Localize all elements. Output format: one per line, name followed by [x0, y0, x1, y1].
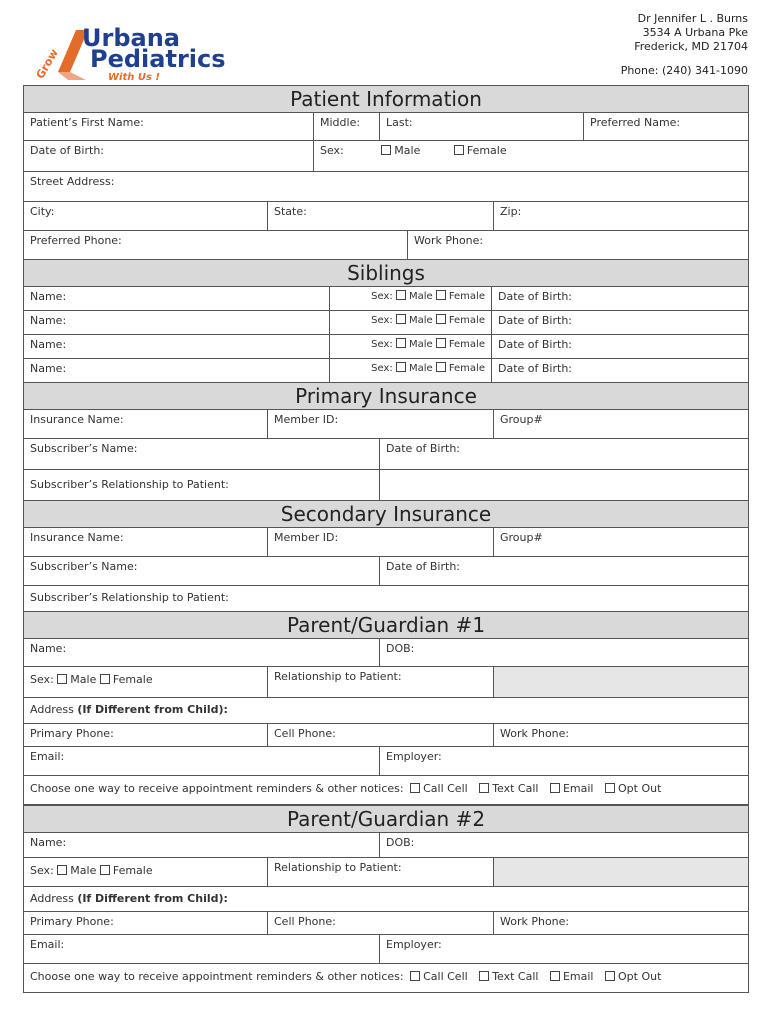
- doctor-name: Dr Jennifer L . Burns: [637, 12, 748, 25]
- g1-email-field[interactable]: Email:: [24, 747, 380, 775]
- city-field[interactable]: City:: [24, 202, 268, 230]
- g1-primary-phone-field[interactable]: Primary Phone:: [24, 724, 268, 746]
- g2-cell-phone-field[interactable]: Cell Phone:: [268, 912, 494, 934]
- section-guardian-1: Parent/Guardian #1: [24, 612, 748, 639]
- sibling-female-checkbox[interactable]: [436, 362, 446, 372]
- g1-cell-phone-field[interactable]: Cell Phone:: [268, 724, 494, 746]
- sibling-female-checkbox[interactable]: [436, 338, 446, 348]
- g2-male-checkbox[interactable]: [57, 865, 67, 875]
- logo-line1: Urbana: [82, 24, 180, 52]
- g1-dob-field[interactable]: DOB:: [386, 642, 415, 655]
- g1-male-checkbox[interactable]: [57, 674, 67, 684]
- g1-relationship-field[interactable]: Relationship to Patient:: [268, 667, 494, 697]
- work-phone-field[interactable]: Work Phone:: [414, 234, 484, 247]
- sibling-male-checkbox[interactable]: [396, 314, 406, 324]
- city-state: Frederick, MD 21704: [634, 40, 748, 53]
- primary-relationship-value[interactable]: [380, 470, 748, 500]
- g2-email-field[interactable]: Email:: [24, 935, 380, 963]
- zip-field[interactable]: Zip:: [500, 205, 522, 218]
- sibling-male-checkbox[interactable]: [396, 290, 406, 300]
- g1-sex-field: Sex: Male Female: [24, 667, 268, 697]
- female-checkbox[interactable]: [454, 145, 464, 155]
- g2-relationship-shaded: [494, 858, 748, 886]
- g1-female-checkbox[interactable]: [100, 674, 110, 684]
- g2-work-phone-field[interactable]: Work Phone:: [500, 915, 570, 928]
- dob-field[interactable]: Date of Birth:: [24, 141, 314, 171]
- g1-relationship-shaded: [494, 667, 748, 697]
- first-name-field[interactable]: Patient’s First Name:: [24, 113, 314, 140]
- state-field[interactable]: State:: [268, 202, 494, 230]
- g2-email-checkbox[interactable]: [550, 971, 560, 981]
- g2-employer-field[interactable]: Employer:: [386, 938, 442, 951]
- urbana-pediatrics-logo: [28, 22, 248, 84]
- street-address-field[interactable]: Street Address:: [30, 175, 115, 188]
- logo-grow: Grow: [33, 46, 61, 82]
- sibling-sex-field: Sex: Male Female: [330, 359, 492, 382]
- secondary-member-id-field[interactable]: Member ID:: [268, 528, 494, 556]
- g1-email-checkbox[interactable]: [550, 783, 560, 793]
- preferred-name-field[interactable]: Preferred Name:: [590, 116, 681, 129]
- g2-relationship-field[interactable]: Relationship to Patient:: [268, 858, 494, 886]
- g1-call-cell-checkbox[interactable]: [410, 783, 420, 793]
- logo-tagline: With Us !: [108, 72, 160, 83]
- g2-text-call-checkbox[interactable]: [479, 971, 489, 981]
- g1-opt-out-checkbox[interactable]: [605, 783, 615, 793]
- sibling-dob-field[interactable]: Date of Birth:: [498, 314, 573, 327]
- secondary-relationship-field[interactable]: Subscriber’s Relationship to Patient:: [30, 591, 229, 604]
- primary-member-id-field[interactable]: Member ID:: [268, 410, 494, 438]
- g2-call-cell-checkbox[interactable]: [410, 971, 420, 981]
- g2-address-field[interactable]: Address (If Different from Child):: [30, 892, 228, 905]
- sibling-sex-field: Sex: Male Female: [330, 335, 492, 358]
- practice-address: [634, 12, 748, 54]
- secondary-insurance-name-field[interactable]: Insurance Name:: [24, 528, 268, 556]
- sibling-male-checkbox[interactable]: [396, 338, 406, 348]
- primary-subscriber-name-field[interactable]: Subscriber’s Name:: [24, 439, 380, 469]
- section-secondary-insurance: Secondary Insurance: [24, 501, 748, 528]
- section-patient-information: Patient Information: [24, 86, 748, 113]
- sibling-dob-field[interactable]: Date of Birth:: [498, 338, 573, 351]
- registration-form: [23, 85, 749, 993]
- sibling-female-checkbox[interactable]: [436, 314, 446, 324]
- g1-text-call-checkbox[interactable]: [479, 783, 489, 793]
- primary-group-field[interactable]: Group#: [500, 413, 543, 426]
- preferred-phone-field[interactable]: Preferred Phone:: [24, 231, 408, 259]
- sibling-name-field[interactable]: Name:: [24, 287, 330, 310]
- g2-female-checkbox[interactable]: [100, 865, 110, 875]
- g1-reminder-row: Choose one way to receive appointment reminders & other notices: Call Cell Text Call Email Opt Out: [30, 782, 662, 795]
- sibling-female-checkbox[interactable]: [436, 290, 446, 300]
- g2-dob-field[interactable]: DOB:: [386, 836, 415, 849]
- g2-reminder-row: Choose one way to receive appointment reminders & other notices: Call Cell Text Call Email Opt Out: [30, 970, 662, 983]
- section-siblings: Siblings: [24, 260, 748, 287]
- sibling-name-field[interactable]: Name:: [24, 311, 330, 334]
- sibling-name-field[interactable]: Name:: [24, 359, 330, 382]
- sibling-male-checkbox[interactable]: [396, 362, 406, 372]
- section-guardian-2: Parent/Guardian #2: [24, 805, 748, 833]
- sibling-dob-field[interactable]: Date of Birth:: [498, 362, 573, 375]
- secondary-subscriber-name-field[interactable]: Subscriber’s Name:: [24, 557, 380, 585]
- g1-address-field[interactable]: Address (If Different from Child):: [30, 703, 228, 716]
- section-primary-insurance: Primary Insurance: [24, 383, 748, 410]
- last-field[interactable]: Last:: [380, 113, 584, 140]
- sex-field: Sex: Male Female: [320, 144, 507, 157]
- g1-work-phone-field[interactable]: Work Phone:: [500, 727, 570, 740]
- g2-sex-field: Sex: Male Female: [24, 858, 268, 886]
- primary-insurance-name-field[interactable]: Insurance Name:: [24, 410, 268, 438]
- middle-field[interactable]: Middle:: [314, 113, 380, 140]
- g1-employer-field[interactable]: Employer:: [386, 750, 442, 763]
- g2-primary-phone-field[interactable]: Primary Phone:: [24, 912, 268, 934]
- logo-line2: Pediatrics: [90, 45, 226, 73]
- sibling-sex-field: Sex: Male Female: [330, 311, 492, 334]
- primary-subscriber-dob-field[interactable]: Date of Birth:: [386, 442, 461, 455]
- g2-name-field[interactable]: Name:: [24, 833, 380, 857]
- primary-relationship-field[interactable]: Subscriber’s Relationship to Patient:: [24, 470, 380, 500]
- street: 3534 A Urbana Pke: [642, 26, 748, 39]
- sibling-dob-field[interactable]: Date of Birth:: [498, 290, 573, 303]
- g1-name-field[interactable]: Name:: [24, 639, 380, 666]
- g2-opt-out-checkbox[interactable]: [605, 971, 615, 981]
- practice-phone: Phone: (240) 341-1090: [620, 64, 748, 77]
- male-checkbox[interactable]: [381, 145, 391, 155]
- sibling-name-field[interactable]: Name:: [24, 335, 330, 358]
- sibling-sex-field: Sex: Male Female: [330, 287, 492, 310]
- secondary-group-field[interactable]: Group#: [500, 531, 543, 544]
- secondary-subscriber-dob-field[interactable]: Date of Birth:: [386, 560, 461, 573]
